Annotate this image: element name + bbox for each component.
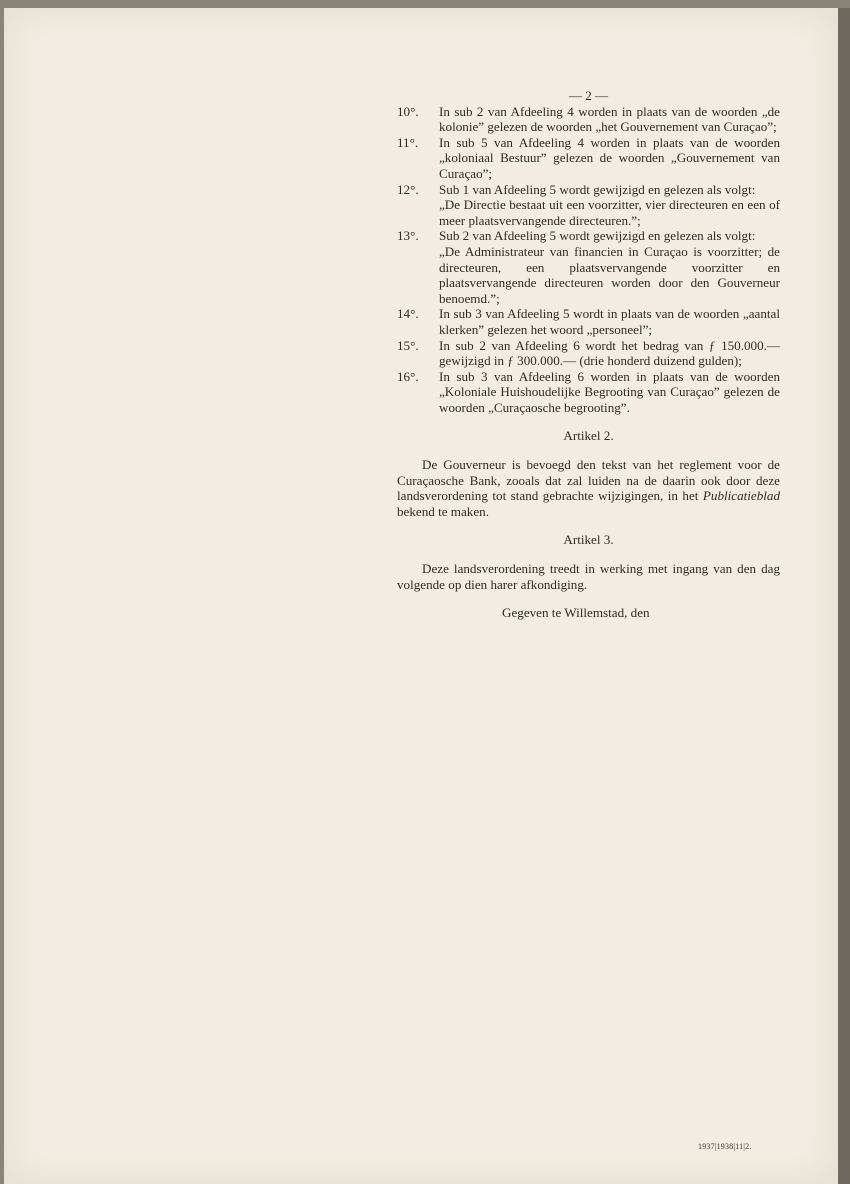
amendment-body	[439, 369, 780, 416]
amendment-text: In sub 2 van Afdeeling 4 worden in plaats van de woorden „de kolonie” gelezen de woorden „het Gouvernement van Curaçao”;	[439, 103, 780, 135]
amendment-body	[439, 228, 780, 306]
amendment-body	[439, 338, 780, 369]
amendment-number: 10°.	[397, 103, 419, 119]
amendment-item	[397, 182, 780, 229]
amendment-number: 15°.	[397, 337, 419, 353]
amendment-body	[439, 306, 780, 337]
amendment-body	[439, 104, 780, 135]
amendment-quote: „De Directie bestaat uit een voorzitter, vier directeuren en een of meer plaatsvervangende directeuren.”;	[439, 197, 780, 228]
document-body	[397, 88, 780, 621]
amendment-list	[397, 104, 780, 416]
amendment-number: 11°.	[397, 134, 419, 150]
article-2-italic: Publicatieblad	[702, 488, 780, 504]
article-2-text	[397, 457, 780, 519]
amendment-text: Sub 2 van Afdeeling 5 wordt gewijzigd en gelezen als volgt:	[439, 228, 756, 244]
article-3-text: Deze landsverordening treedt in werking met ingang van den dag volgende op dien harer afkondiging.	[397, 561, 780, 592]
amendment-text: In sub 5 van Afdeeling 4 worden in plaats van de woorden „koloniaal Bestuur” gelezen de woorden „Gouvernement van Curaçao”;	[439, 134, 780, 181]
amendment-item	[397, 338, 780, 369]
amendment-number: 16°.	[397, 368, 419, 384]
amendment-item	[397, 104, 780, 135]
article-2-text-before: De Gouverneur is bevoegd den tekst van het reglement voor de Curaçaosche Bank, zooals dat zal luiden na de daarin ook door deze landsverordening tot stand gebrachte wijzigingen, in het	[397, 457, 780, 504]
amendment-item	[397, 369, 780, 416]
article-2-text-after: bekend te maken.	[397, 503, 489, 519]
amendment-quote: „De Administrateur van financien in Curaçao is voorzitter; de directeuren, een plaatsvervangende voorzitter en plaatsvervangende directeuren worden door den Gouverneur benoemd.”;	[439, 243, 780, 306]
amendment-item	[397, 306, 780, 337]
amendment-body	[439, 182, 780, 229]
amendment-number: 14°.	[397, 306, 419, 322]
amendment-item	[397, 135, 780, 182]
article-2-heading: Artikel 2.	[563, 428, 614, 444]
closing-line: Gegeven te Willemstad, den	[502, 605, 650, 621]
amendment-text: Sub 1 van Afdeeling 5 wordt gewijzigd en gelezen als volgt:	[439, 181, 756, 197]
article-3-heading: Artikel 3.	[563, 532, 614, 548]
footer-code: 1937|1938|11|2.	[698, 1142, 752, 1151]
amendment-text: In sub 3 van Afdeeling 6 worden in plaats van de woorden „Koloniale Huishoudelijke Begrooting van Curaçao” gelezen de woorden „Curaçaosche begrooting”.	[439, 368, 780, 415]
amendment-number: 13°.	[397, 228, 419, 244]
amendment-body	[439, 135, 780, 182]
amendment-item	[397, 228, 780, 306]
amendment-text: In sub 2 van Afdeeling 6 wordt het bedrag van ƒ 150.000.— gewijzigd in ƒ 300.000.— (drie honderd duizend gulden);	[439, 337, 780, 369]
page-number: — 2 —	[568, 88, 609, 103]
amendment-text: In sub 3 van Afdeeling 5 wordt in plaats van de woorden „aantal klerken” gelezen het woord „personeel”;	[439, 306, 780, 337]
scan-background-edge	[838, 8, 850, 1184]
amendment-number: 12°.	[397, 181, 419, 197]
